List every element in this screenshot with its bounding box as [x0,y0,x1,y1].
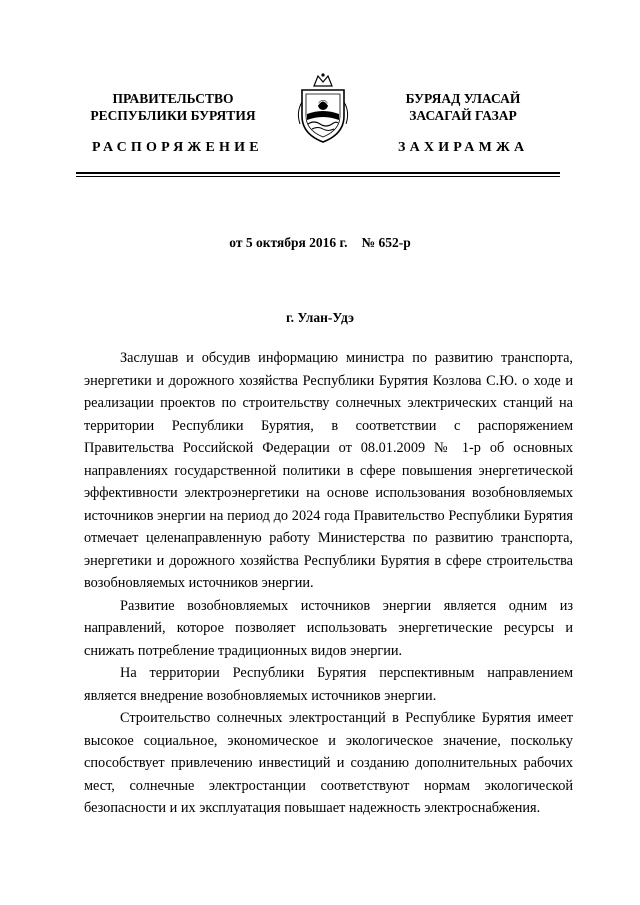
header-rule-thick [76,172,560,174]
issuer-bua-line1: БУРЯАД УЛАСАЙ [405,91,521,106]
body-paragraph: Развитие возобновляемых источников энергии является одним из направлений, которое позволяет использовать энергетические ресурсы и снижать потребление традиционных видов энергии. [84,597,573,659]
document-city: г. Улан-Удэ [286,310,354,325]
issuer-bua [368,90,558,124]
issuer-ru [68,90,278,124]
document-number: № 652-р [361,235,411,250]
body-paragraph: Строительство солнечных электростанций в Республике Бурятия имеет высокое социальное, экономическое и экологическое значение, поскольку способствует привлечению инвестиций и созданию дополнительных рабочих мест, солнечные электростанции соответствуют нормам экологической безопасности и их эксплуатация повышает надежность электроснабжения. [84,710,573,816]
document-kind-bua: ЗАХИРАМЖА [398,140,529,155]
document-body [84,347,573,820]
body-paragraph: На территории Республики Бурятия перспективным направлением является внедрение возобновляемых источников энергии. [84,665,573,704]
issuer-ru-line2: РЕСПУБЛИКИ БУРЯТИЯ [90,108,256,123]
body-paragraph: Заслушав и обсудив информацию министра по развитию транспорта, энергетики и дорожного хозяйства Республики Бурятия Козлова С.Ю. о ходе и реализации проектов по строительству солнечных электрических станций на территории Республики Бурятия, в соответствии с распоряжением Правительства Российской Федерации от 08.01.2009 № 1-р об основных направлениях государственной политики в сфере повышения энергетической эффективности электроэнергетики на основе использования возобновляемых источников энергии на период до 2024 года Правительство Республики Бурятия отмечает целенаправленную работу Министерства по развитию транспорта, энергетики и дорожного хозяйства Республики Бурятия в сфере строительства возобновляемых источников энергии. [84,350,573,591]
header-rule-thin [76,176,560,177]
document-dateline [0,235,640,251]
document-kind-ru: РАСПОРЯЖЕНИЕ [92,140,263,155]
coat-of-arms-icon [294,72,352,144]
issuer-bua-line2: ЗАСАГАЙ ГАЗАР [409,108,517,123]
document-date: от 5 октября 2016 г. [229,235,348,250]
issuer-ru-line1: ПРАВИТЕЛЬСТВО [112,91,234,106]
